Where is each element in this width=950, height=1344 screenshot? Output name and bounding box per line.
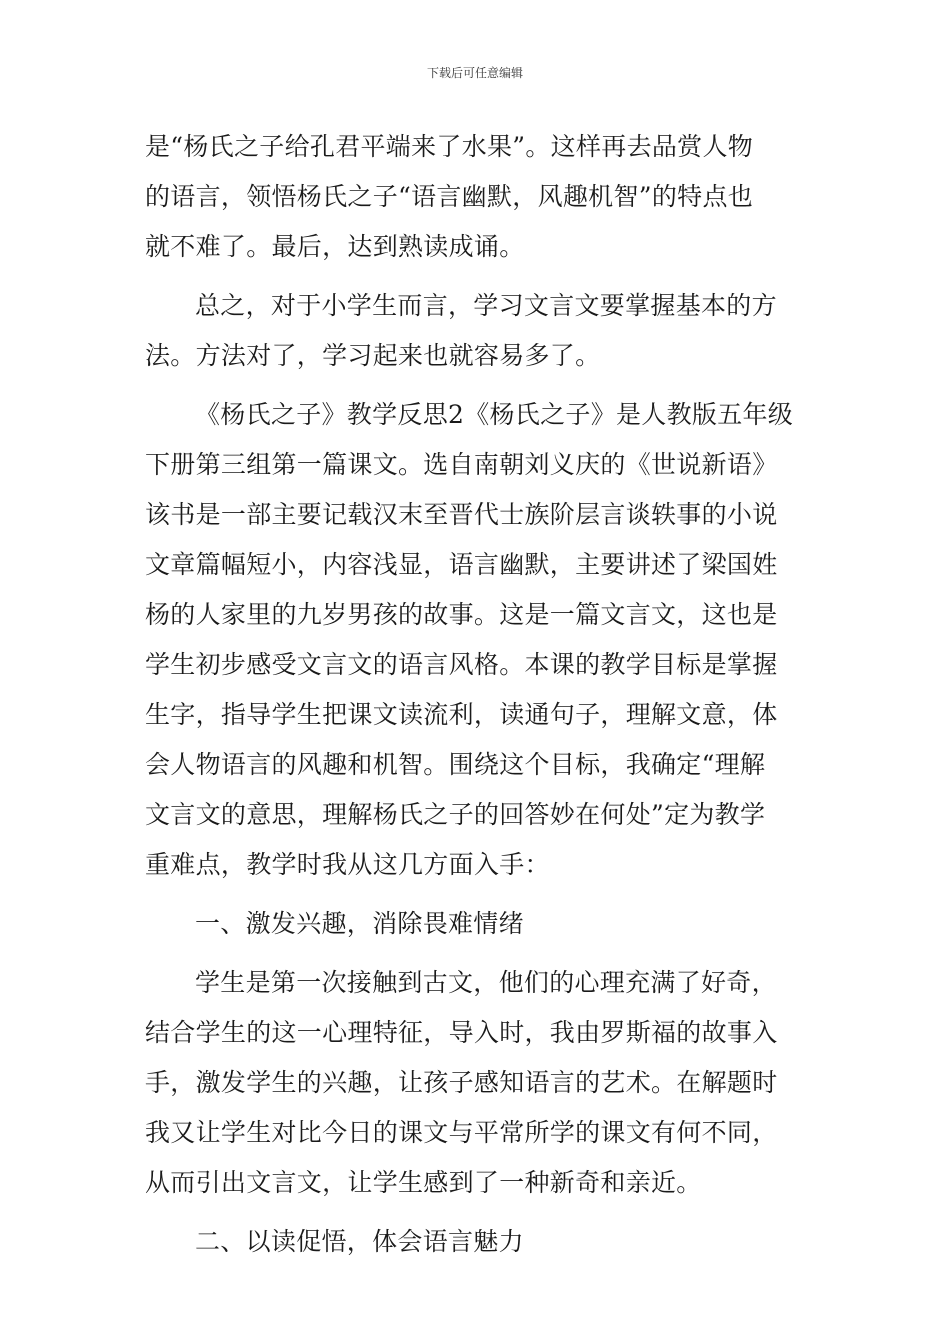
section-heading: 二、以读促悟，体会语言魅力 xyxy=(195,1227,524,1256)
text-line: 是“杨氏之子给孔君平端来了水果”。这样再去品赏人物 xyxy=(145,132,754,161)
text-line: 总之，对于小学生而言，学习文言文要掌握基本的方 xyxy=(195,291,777,320)
page-header-note: 下载后可任意编辑 xyxy=(426,66,523,80)
text-line: 《杨氏之子》教学反思2《杨氏之子》是人教版五年级 xyxy=(195,400,794,429)
text-line: 该书是一部主要记载汉末至晋代士族阶层言谈轶事的小说 xyxy=(145,500,778,529)
paragraph-gap xyxy=(145,949,807,958)
document-body xyxy=(145,122,807,1267)
text-line: 重难点，教学时我从这几方面入手： xyxy=(145,850,550,879)
paragraph-gap xyxy=(145,381,807,390)
paragraph-gap xyxy=(145,1208,807,1217)
text-line: 就不难了。最后，达到熟读成诵。 xyxy=(145,232,525,261)
text-line: 结合学生的这一心理特征，导入时，我由罗斯福的故事入 xyxy=(145,1018,778,1047)
text-line: 手，激发学生的兴趣，让孩子感知语言的艺术。在解题时 xyxy=(145,1068,778,1097)
text-line: 文章篇幅短小，内容浅显，语言幽默，主要讲述了梁国姓 xyxy=(145,550,778,579)
paragraph-gap xyxy=(145,272,807,281)
text-line: 杨的人家里的九岁男孩的故事。这是一篇文言文，这也是 xyxy=(145,600,778,629)
text-line: 会人物语言的风趣和机智。围绕这个目标，我确定“理解 xyxy=(145,750,766,779)
text-line: 法。方法对了，学习起来也就容易多了。 xyxy=(145,341,601,370)
text-line: 生字，指导学生把课文读流利，读通句子，理解文意，体 xyxy=(145,700,778,729)
section-heading: 一、激发兴趣，消除畏难情绪 xyxy=(195,909,524,938)
text-line: 的语言，领悟杨氏之子“语言幽默，风趣机智”的特点也 xyxy=(145,182,754,211)
text-line: 文言文的意思，理解杨氏之子的回答妙在何处”定为教学 xyxy=(145,800,766,829)
text-line: 从而引出文言文，让学生感到了一种新奇和亲近。 xyxy=(145,1168,702,1197)
paragraph-gap xyxy=(145,890,807,899)
text-line: 下册第三组第一篇课文。选自南朝刘义庆的《世说新语》 xyxy=(145,450,778,479)
text-line: 学生是第一次接触到古文，他们的心理充满了好奇， xyxy=(195,968,777,997)
text-line: 我又让学生对比今日的课文与平常所学的课文有何不同， xyxy=(145,1118,778,1147)
text-line: 学生初步感受文言文的语言风格。本课的教学目标是掌握 xyxy=(145,650,778,679)
